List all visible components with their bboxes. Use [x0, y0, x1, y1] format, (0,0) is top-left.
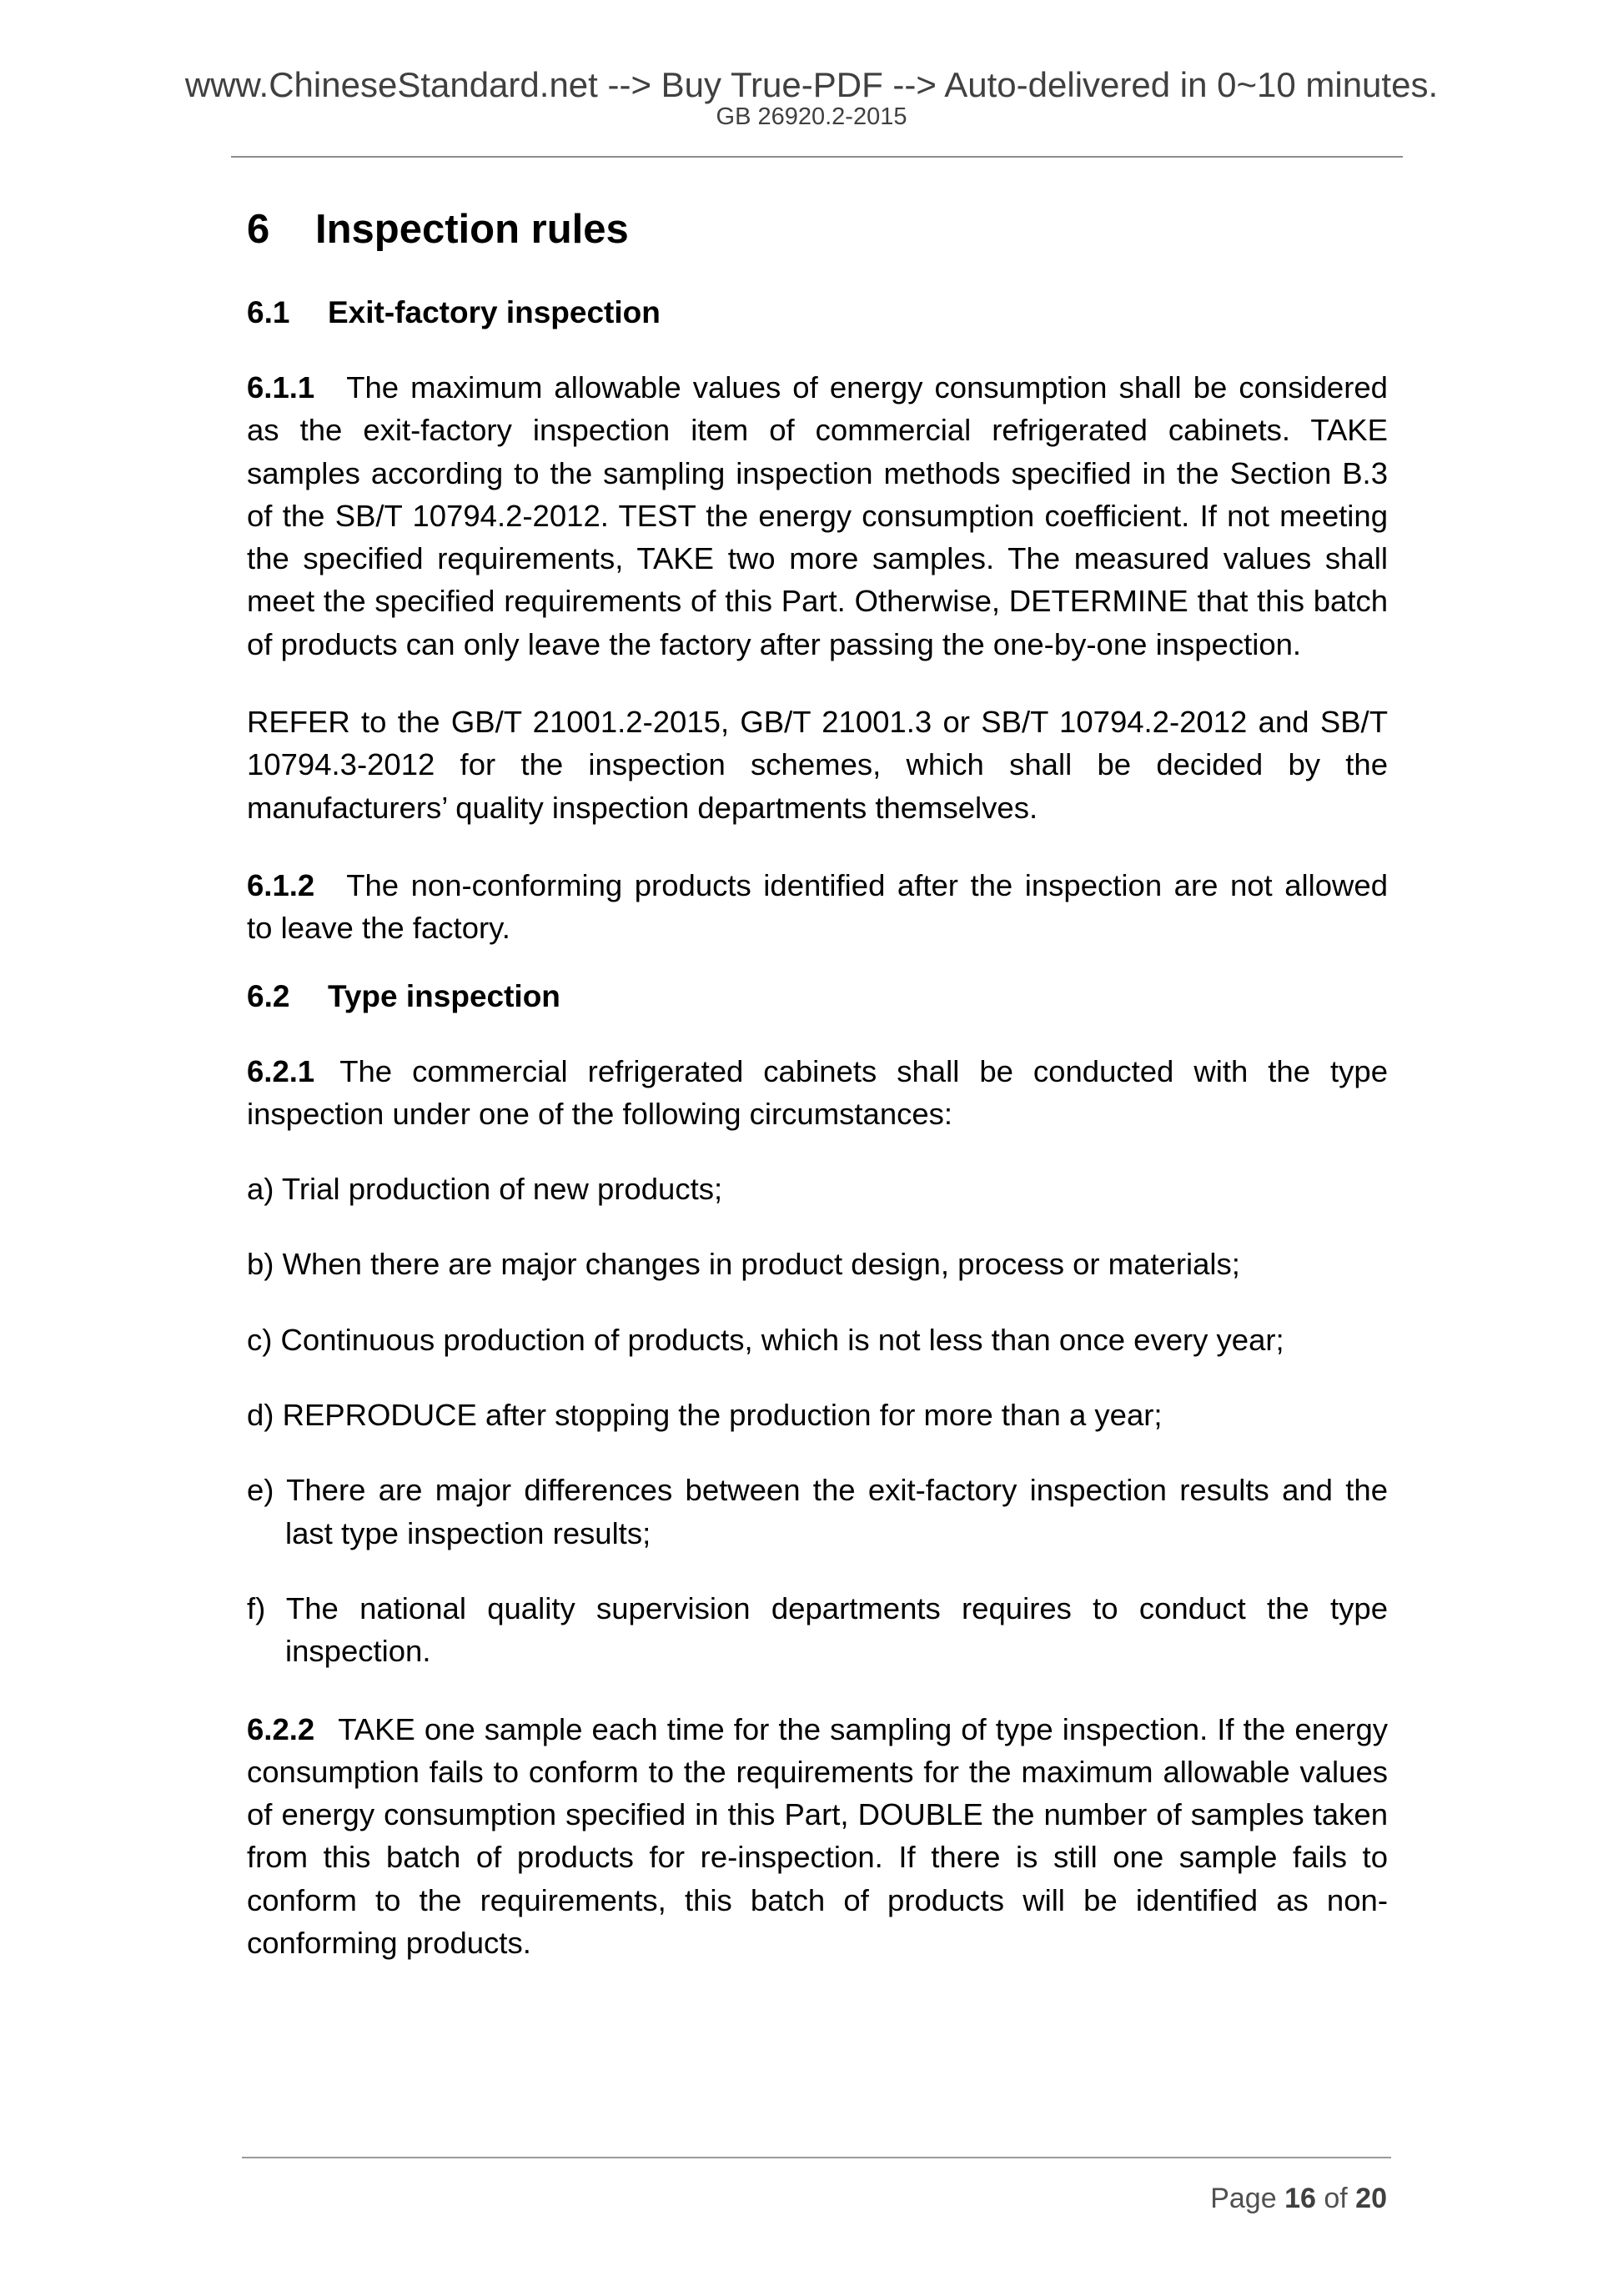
- section-title: Type inspection: [328, 978, 560, 1013]
- of-label: of: [1324, 2183, 1348, 2214]
- clause-text: TAKE one sample each time for the sampling of type inspection. If the energy consumption fails to conform to the requirements for the maximum allowable values of energy consumption specified in this Part, DOUBLE the number of samples taken from this batch of products for re-inspection. If there is still one sample fails to conform to the requirements, this batch of products will be identified as non-conforming products.: [247, 1711, 1388, 1961]
- section-6-heading: [247, 204, 1388, 263]
- section-number: 6: [247, 207, 270, 252]
- clause-number: 6.1.1: [247, 370, 315, 404]
- page-current: 16: [1284, 2183, 1316, 2214]
- header-divider: [231, 156, 1403, 158]
- footer-divider: [242, 2157, 1391, 2158]
- standard-code: GB 26920.2-2015: [716, 103, 907, 130]
- section-6-2-heading: [247, 978, 1388, 1015]
- list-item-e: e) There are major differences between the exit-factory inspection results and the last type inspection results;: [247, 1473, 1388, 1550]
- list-item-a: a) Trial production of new products;: [247, 1172, 723, 1207]
- clause-6-2-2: [247, 1708, 1388, 1965]
- section-number: 6.2: [247, 978, 290, 1013]
- list-item-f: f) The national quality supervision departments requires to conduct the type inspection.: [247, 1590, 1388, 1669]
- page-content: [247, 204, 1388, 1964]
- clause-6-2-1: [247, 1050, 1388, 1136]
- clause-number: 6.1.2: [247, 867, 315, 902]
- clause-text: The commercial refrigerated cabinets shall be conducted with the type inspection under one of the following circumstances:: [247, 1053, 1388, 1131]
- section-number: 6.1: [247, 295, 290, 329]
- list-item-d: d) REPRODUCE after stopping the production for more than a year;: [247, 1398, 1163, 1433]
- clause-6-1-2: [247, 864, 1388, 950]
- section-title: Inspection rules: [315, 207, 629, 252]
- page-label: Page: [1210, 2183, 1277, 2214]
- refer-paragraph: REFER to the GB/T 21001.2-2015, GB/T 21001.3 or SB/T 10794.2-2012 and SB/T 10794.3-2012 for the inspection schemes, which shall be decided by the manufacturers’ quality inspection departments themselves.: [247, 705, 1388, 825]
- clause-6-1-1: [247, 366, 1388, 666]
- clause-number: 6.2.2: [247, 1711, 315, 1746]
- list-item-b: b) When there are major changes in product design, process or materials;: [247, 1247, 1240, 1282]
- header-banner: www.ChineseStandard.net --> Buy True-PDF --> Auto-delivered in 0~10 minutes.: [184, 65, 1439, 104]
- section-title: Exit-factory inspection: [328, 295, 661, 329]
- page-indicator: [1210, 2180, 1387, 2217]
- clause-number: 6.2.1: [247, 1053, 315, 1088]
- page-total: 20: [1355, 2183, 1387, 2214]
- section-6-1-heading: [247, 294, 1388, 331]
- clause-text: The maximum allowable values of energy consumption shall be considered as the exit-factory inspection item of commercial refrigerated cabinets. TAKE samples according to the sampling inspection methods specified in the Section B.3 of the SB/T 10794.2-2012. TEST the energy consumption coefficient. If not meeting the specified requirements, TAKE two more samples. The measured values shall meet the specified requirements of this Part. Otherwise, DETERMINE that this batch of products can only leave the factory after passing the one-by-one inspection.: [247, 370, 1388, 661]
- clause-text: The non-conforming products identified after the inspection are not allowed to leave the factory.: [247, 867, 1388, 946]
- list-item-c: c) Continuous production of products, which is not less than once every year;: [247, 1322, 1284, 1357]
